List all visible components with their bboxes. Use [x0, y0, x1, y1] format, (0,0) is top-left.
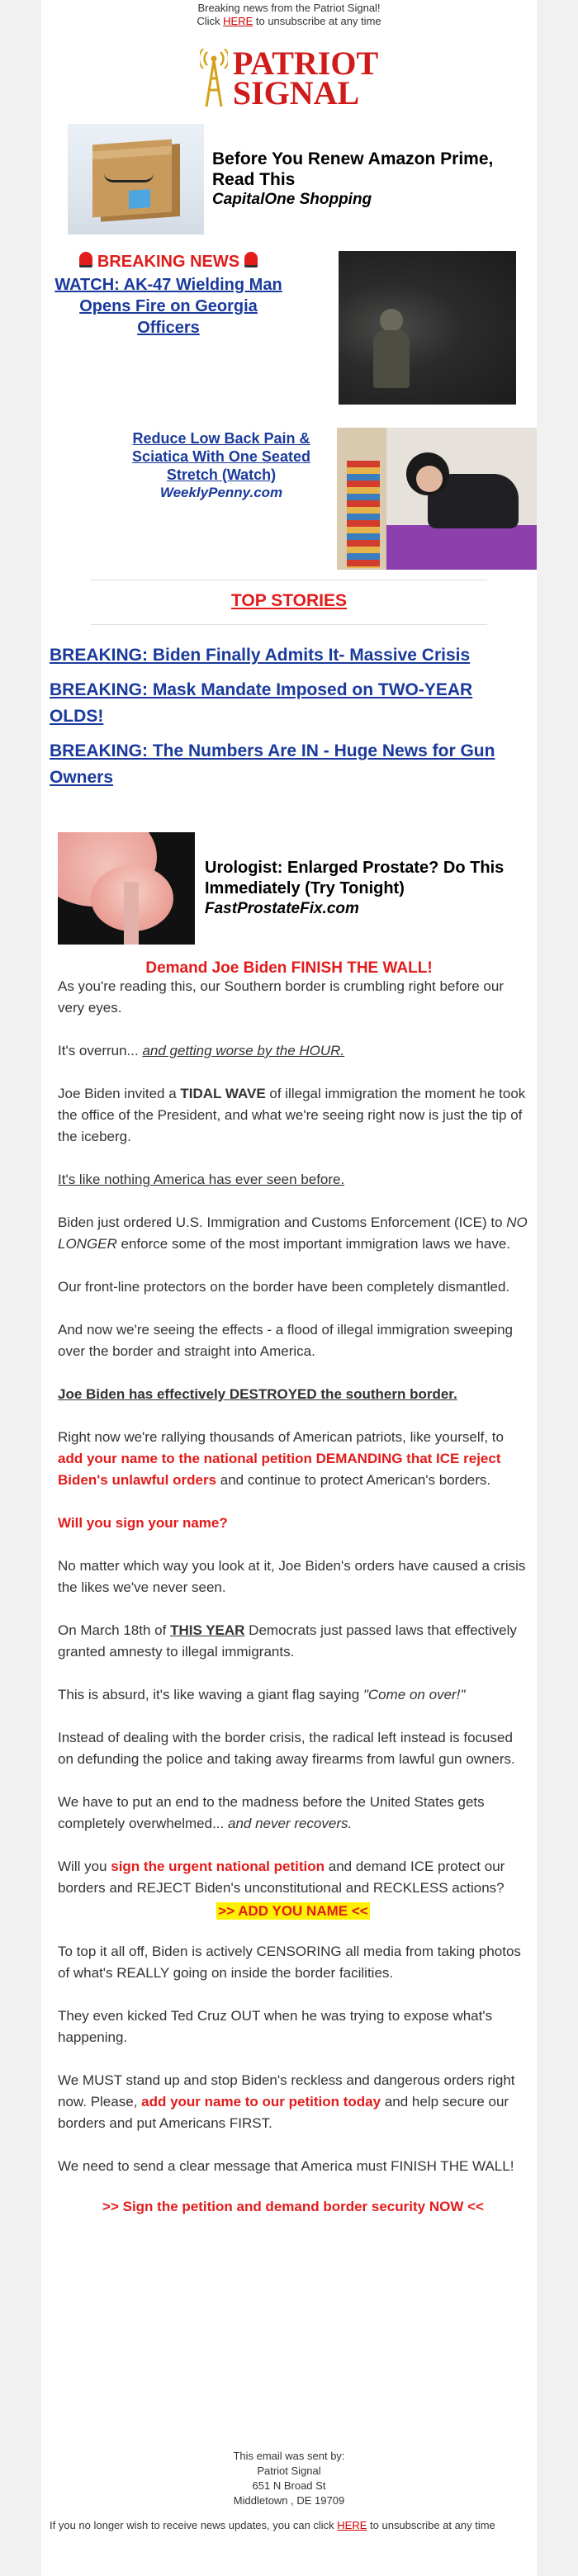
article-paragraph: Our front-line protectors on the border have been completely dismantled. — [58, 1279, 510, 1295]
top-story-link[interactable]: BREAKING: Biden Finally Admits It- Massive Crisis — [50, 646, 471, 665]
siren-icon — [244, 252, 258, 268]
petition-link[interactable]: add your name to our petition today — [141, 2094, 381, 2110]
article-body — [50, 976, 537, 2215]
article-paragraph: Biden just ordered U.S. Immigration and Customs Enforcement (ICE) to NO LONGER enforce some of the most important immigration laws we have. — [58, 1215, 528, 1252]
breaking-news-label: BREAKING NEWS — [53, 251, 284, 272]
footer-street: 651 N Broad St — [252, 2479, 326, 2492]
header-tagline: Breaking news from the Patriot Signal! — [197, 2, 381, 14]
article-paragraph: Right now we're rallying thousands of American patriots, like yourself, to add your name to the national petition DEMANDING that ICE reject Biden's unlawful orders and continue to protect American's borders. — [58, 1429, 504, 1488]
breaking-news-block — [53, 251, 284, 339]
article-paragraph: As you're reading this, our Southern border is crumbling right before our very eyes. — [58, 978, 504, 1016]
footer-company: Patriot Signal — [257, 2465, 321, 2477]
article-paragraph: And now we're seeing the effects - a flood of illegal immigration sweeping over the border and straight into America. — [58, 1322, 514, 1359]
footer-sent-by: This email was sent by: — [233, 2450, 345, 2462]
article-paragraph: Joe Biden has effectively DESTROYED the southern border. — [58, 1386, 457, 1402]
footer-address — [41, 2449, 537, 2508]
article-paragraph: No matter which way you look at it, Joe Biden's orders have caused a crisis the likes we've never seen. — [58, 1558, 526, 1595]
article-paragraph: To top it all off, Biden is actively CENSORING all media from taking photos of what's REALLY going on inside the border facilities. — [58, 1944, 521, 1981]
stretch-photo[interactable] — [337, 428, 537, 570]
article-title: Demand Joe Biden FINISH THE WALL! — [145, 959, 433, 977]
sign-petition-cta-row — [58, 2199, 528, 2215]
top-stories-list — [50, 642, 520, 791]
top-story-link[interactable]: BREAKING: The Numbers Are IN - Huge News for Gun Owners — [50, 741, 495, 787]
ad-source: CapitalOne Shopping — [212, 191, 372, 208]
article-paragraph: We need to send a clear message that America must FINISH THE WALL! — [58, 2158, 514, 2174]
header-unsubscribe: Click HERE to unsubscribe at any time — [197, 15, 381, 27]
prostate-illustration — [58, 832, 195, 945]
logo-text-line1: PATRIOT — [232, 45, 379, 82]
amazon-box-photo — [68, 124, 204, 234]
ad-source: FastProstateFix.com — [205, 900, 359, 917]
footer-unsubscribe-link[interactable]: HERE — [337, 2519, 367, 2531]
breaking-headline-link[interactable]: WATCH: AK-47 Wielding Man Opens Fire on Georgia Officers — [54, 276, 282, 337]
ad-title[interactable]: Urologist: Enlarged Prostate? Do This Immediately (Try Tonight) — [205, 859, 505, 897]
logo-text-line2: SIGNAL — [232, 74, 360, 111]
article-paragraph: Joe Biden invited a TIDAL WAVE of illegal immigration the moment he took the office of the President, and what we're seeing right now is just the tip of the iceberg. — [58, 1086, 526, 1144]
article-paragraph: Instead of dealing with the border crisis, the radical left instead is focused on defunding the police and taking away firearms from lawful gun owners. — [58, 1730, 515, 1767]
article-paragraph: We have to put an end to the madness before the United States gets completely overwhelmed... and never recovers. — [58, 1794, 485, 1831]
footer-city: Middletown , DE 19709 — [233, 2494, 345, 2507]
article-paragraph: On March 18th of THIS YEAR Democrats just passed laws that effectively granted amnesty to illegal immigrants. — [58, 1622, 517, 1660]
ad-amazon-prime[interactable] — [68, 124, 514, 234]
article-paragraph: This is absurd, it's like waving a giant flag saying "Come on over!" — [58, 1687, 466, 1702]
add-name-cta-row — [58, 1901, 528, 1923]
divider — [91, 624, 487, 625]
siren-icon — [79, 252, 92, 268]
sign-petition-link[interactable]: >> Sign the petition and demand border security NOW << — [102, 2199, 484, 2214]
petition-link[interactable]: sign the urgent national petition — [111, 1859, 325, 1874]
ad-prostate[interactable] — [58, 832, 520, 945]
article-paragraph: It's like nothing America has ever seen before. — [58, 1172, 345, 1187]
email-page — [41, 0, 537, 2576]
add-name-button[interactable]: >> ADD YOU NAME << — [218, 1903, 368, 1919]
radio-tower-icon — [200, 49, 228, 108]
petition-link[interactable]: add your name to the national petition DEMANDING that ICE reject Biden's unlawful orders — [58, 1451, 501, 1488]
ad-title[interactable]: Before You Renew Amazon Prime, Read This — [212, 149, 494, 189]
dark-night-photo[interactable] — [339, 251, 516, 405]
logo[interactable] — [41, 45, 537, 111]
article-paragraph: We MUST stand up and stop Biden's reckless and dangerous orders right now. Please, add your name to our petition today and help secure our borders and put Americans FIRST. — [58, 2072, 515, 2131]
footer-unsubscribe: If you no longer wish to receive news updates, you can click HERE to unsubscribe at any time — [50, 2519, 495, 2531]
top-story-link[interactable]: BREAKING: Mask Mandate Imposed on TWO-YEAR OLDS! — [50, 680, 473, 726]
email-header — [41, 2, 537, 28]
header-unsubscribe-link[interactable]: HERE — [223, 15, 253, 27]
ad-title[interactable]: Reduce Low Back Pain & Sciatica With One Seated Stretch (Watch) — [132, 430, 310, 483]
top-stories-heading: TOP STORIES — [230, 591, 348, 610]
ad-source: WeeklyPenny.com — [159, 485, 283, 500]
article-paragraph: They even kicked Ted Cruz OUT when he was trying to expose what's happening. — [58, 2008, 493, 2045]
ad-back-pain[interactable] — [122, 429, 320, 502]
article-paragraph: It's overrun... and getting worse by the HOUR. — [58, 1043, 345, 1058]
article-paragraph: Will you sign the urgent national petition and demand ICE protect our borders and REJECT Biden's unconstitutional and RECKLESS actions? — [58, 1859, 505, 1896]
article-question: Will you sign your name? — [58, 1515, 228, 1531]
